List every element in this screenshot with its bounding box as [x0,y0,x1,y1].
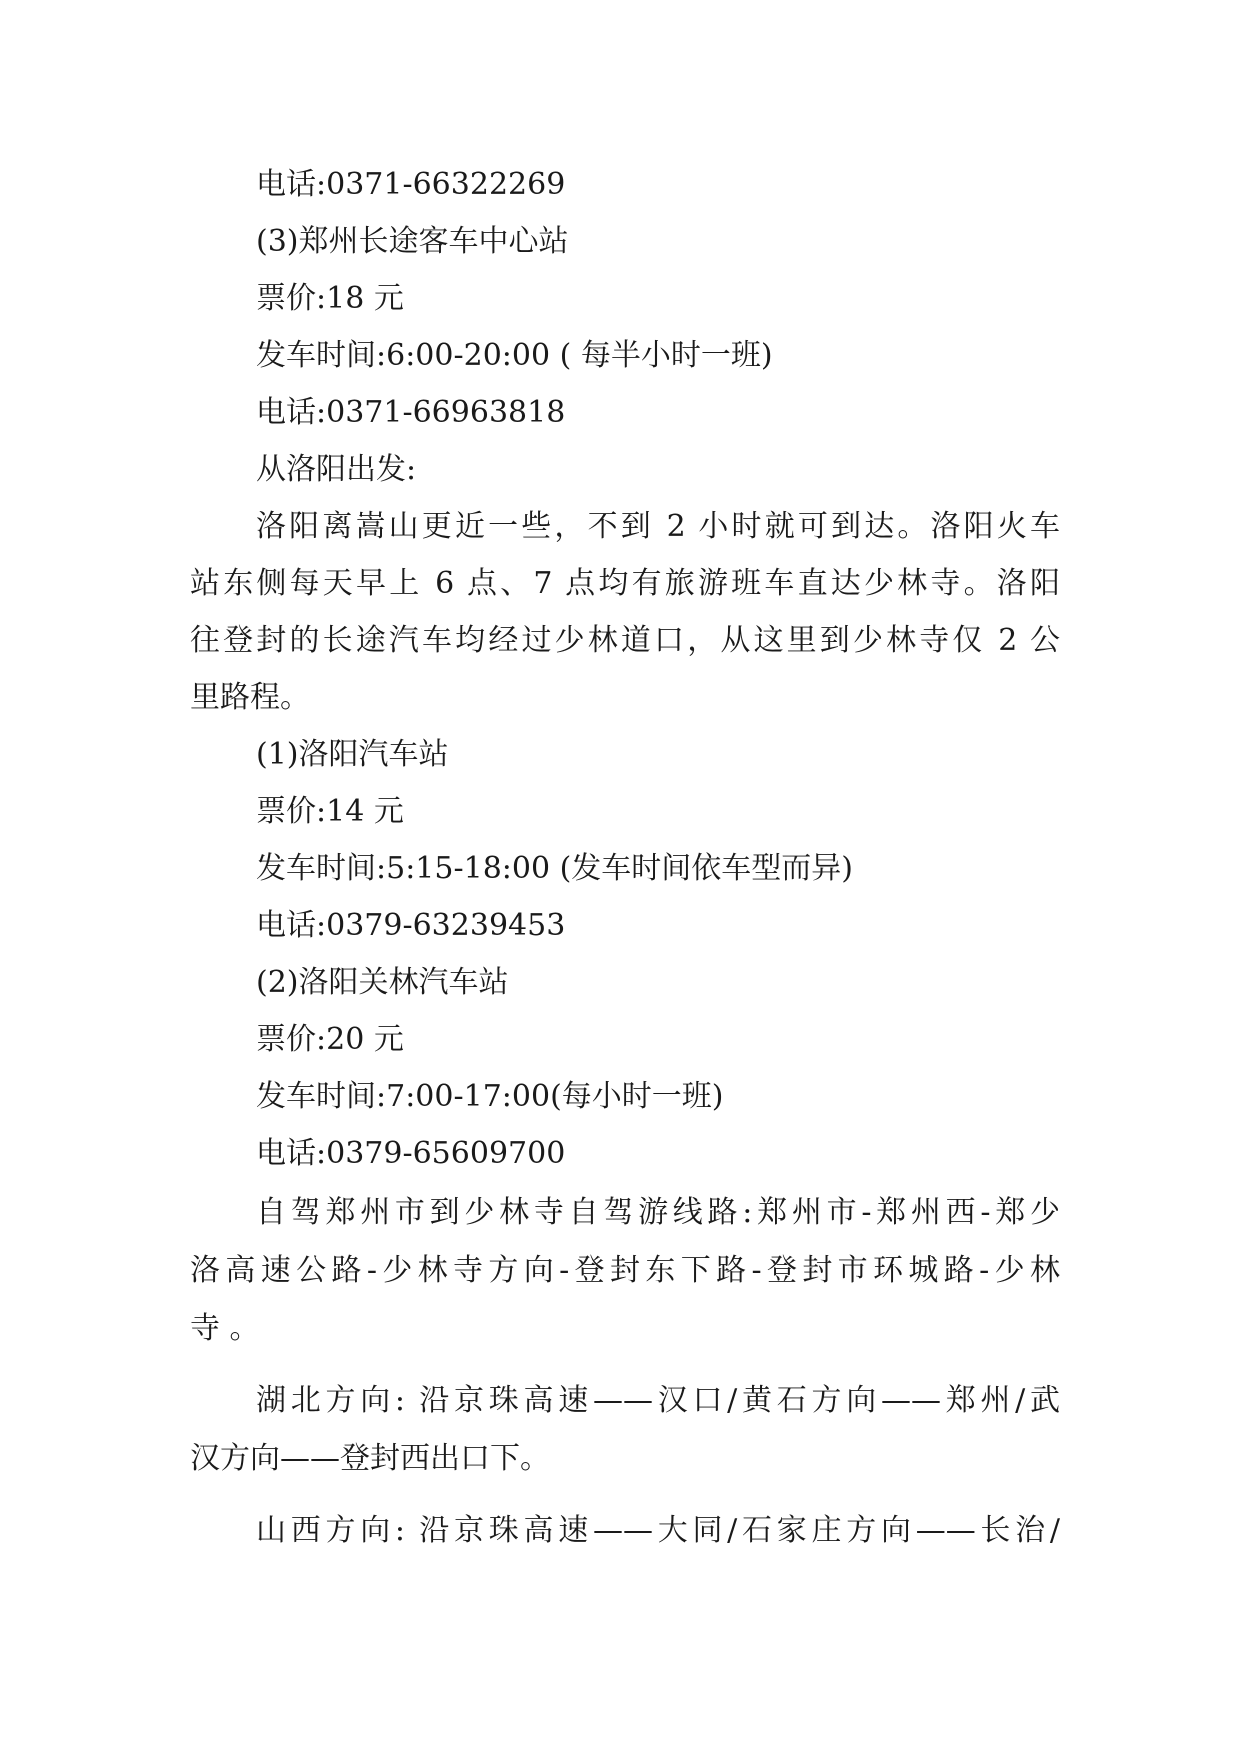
phone-line: 电话:0379-65609700 [256,1136,566,1171]
paragraph-line: 汉方向——登封西出口下。 [190,1441,550,1476]
paragraph-line: 湖北方向: 沿京珠高速——汉口/黄石方向——郑州/武 [256,1383,1060,1418]
paragraph-line: 站东侧每天早上 6 点、7 点均有旅游班车直达少林寺。洛阳 [190,566,1060,601]
ticket-price-line: 票价:20 元 [256,1022,404,1057]
station-heading: (1)洛阳汽车站 [256,737,449,772]
section-heading: 从洛阳出发: [256,452,417,487]
paragraph-line: 里路程。 [190,680,310,715]
station-heading: (2)洛阳关林汽车站 [256,965,509,1000]
paragraph-line: 寺 。 [190,1311,260,1346]
paragraph-line: 洛阳离嵩山更近一些，不到 2 小时就可到达。洛阳火车 [256,509,1060,544]
ticket-price-line: 票价:14 元 [256,794,404,829]
departure-time-line: 发车时间:6:00-20:00 ( 每半小时一班) [256,338,773,373]
paragraph-line: 往登封的长途汽车均经过少林道口，从这里到少林寺仅 2 公 [190,623,1060,658]
phone-line: 电话:0379-63239453 [256,908,566,943]
phone-line: 电话:0371-66963818 [256,395,566,430]
ticket-price-line: 票价:18 元 [256,281,404,316]
paragraph-line: 洛高速公路-少林寺方向-登封东下路-登封市环城路-少林 [190,1253,1060,1288]
phone-line: 电话:0371-66322269 [256,167,566,202]
departure-time-line: 发车时间:5:15-18:00 (发车时间依车型而异) [256,851,854,886]
paragraph-line: 山西方向: 沿京珠高速——大同/石家庄方向——长治/ [256,1513,1060,1548]
paragraph-line: 自驾郑州市到少林寺自驾游线路:郑州市-郑州西-郑少 [256,1195,1060,1230]
station-heading: (3)郑州长途客车中心站 [256,224,569,259]
departure-time-line: 发车时间:7:00-17:00(每小时一班) [256,1079,724,1114]
